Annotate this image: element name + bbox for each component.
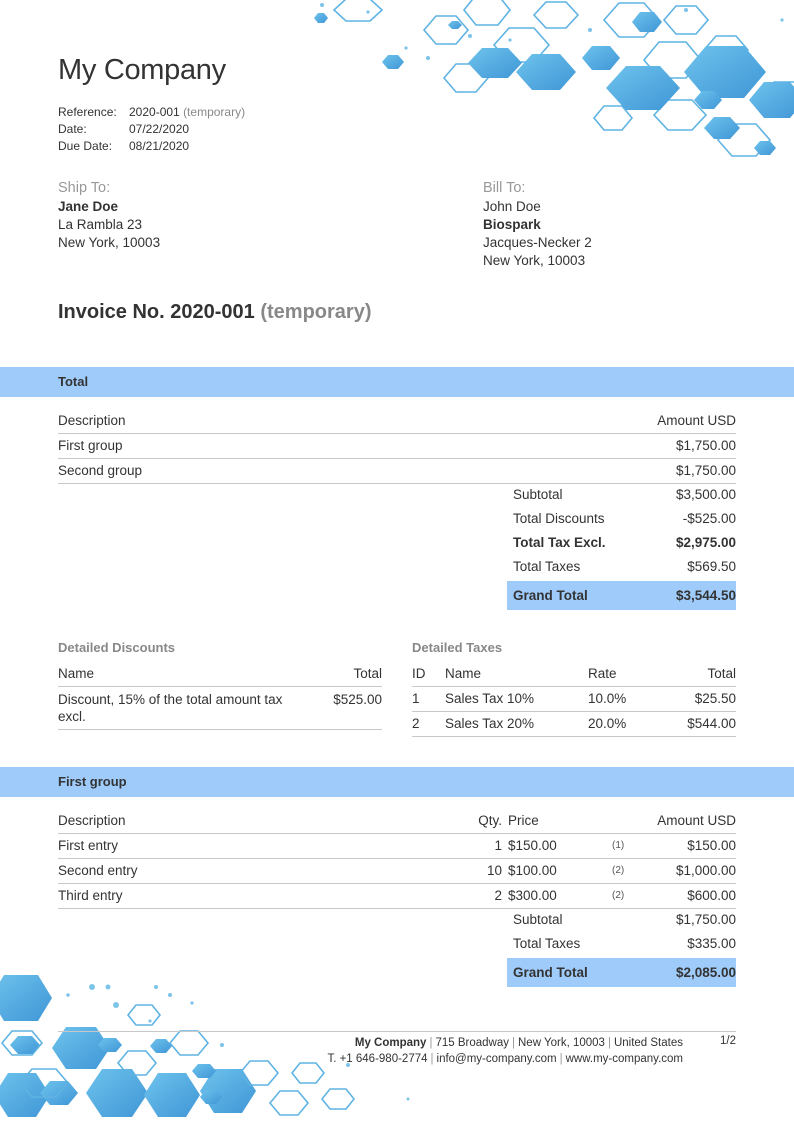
col-name: Name (445, 661, 588, 686)
col-tax-ref (612, 808, 636, 833)
ship-to-street: La Rambla 23 (58, 217, 143, 232)
entry-tax-ref: (2) (612, 883, 636, 908)
taxes-row (507, 932, 736, 956)
ship-to-address (58, 179, 160, 252)
detailed-discounts-title: Detailed Discounts (58, 640, 176, 655)
tax-excl-value: $2,975.00 (675, 535, 736, 550)
date-row (58, 121, 245, 138)
date-value: 07/22/2020 (129, 122, 190, 136)
ship-to-name: Jane Doe (58, 199, 119, 214)
discounts-table (58, 661, 382, 730)
due-date-label: Due Date: (58, 139, 113, 153)
first-group-band: First group (0, 767, 794, 797)
entry-amount: $150.00 (636, 833, 736, 858)
reference-row (58, 104, 245, 121)
invoice-meta (58, 104, 245, 155)
total-section-band: Total (0, 367, 794, 397)
hexagon-decoration-top (234, 0, 794, 170)
total-table (58, 408, 736, 484)
grand-total-value: $2,085.00 (675, 965, 736, 980)
tax-id: 1 (412, 686, 445, 711)
col-id: ID (412, 661, 445, 686)
entry-description: Third entry (58, 883, 453, 908)
entry-qty: 1 (453, 833, 502, 858)
entry-amount: $1,000.00 (636, 858, 736, 883)
first-group-summary (507, 908, 736, 987)
col-total: Total (308, 661, 382, 686)
col-amount: Amount USD (408, 408, 736, 433)
entry-price: $300.00 (502, 883, 612, 908)
entry-amount: $600.00 (636, 883, 736, 908)
bill-to-heading: Bill To: (483, 180, 526, 196)
row-amount: $1,750.00 (408, 433, 736, 458)
footer-contact (327, 1035, 683, 1067)
due-date-value: 08/21/2020 (129, 139, 190, 153)
footer-phone: T. +1 646-980-2774 (327, 1053, 428, 1065)
grand-total-row (507, 958, 736, 987)
table-header-row (412, 661, 736, 686)
ship-to-city: New York, 10003 (58, 235, 161, 250)
footer-country: United States (613, 1037, 683, 1049)
footer-city: New York, 10003 (518, 1037, 605, 1049)
table-row (58, 858, 736, 883)
discounts-value: -$525.00 (682, 511, 736, 526)
table-row (58, 686, 382, 729)
discount-name: Discount, 15% of the total amount tax excl. (58, 686, 308, 729)
discounts-row (507, 507, 736, 531)
table-header-row (58, 808, 736, 833)
subtotal-label: Subtotal (513, 912, 563, 927)
footer-address-line: My Company | 715 Broadway | New York, 10003 | United States (354, 1037, 683, 1049)
tax-excl-row (507, 531, 736, 555)
grand-total-label: Grand Total (513, 965, 588, 980)
tax-total: $544.00 (653, 711, 736, 736)
table-header-row (58, 408, 736, 433)
tax-id: 2 (412, 711, 445, 736)
table-row (412, 711, 736, 736)
taxes-value: $335.00 (687, 936, 736, 951)
footer-contact-line: T. +1 646-980-2774 | info@my-company.com | www.my-company.com (327, 1053, 683, 1065)
col-rate: Rate (588, 661, 653, 686)
tax-excl-label: Total Tax Excl. (513, 535, 606, 550)
subtotal-row (507, 483, 736, 507)
bill-to-street: Jacques-Necker 2 (483, 235, 592, 250)
subtotal-label: Subtotal (513, 487, 563, 502)
table-row (58, 833, 736, 858)
company-name: My Company (58, 54, 226, 86)
col-price: Price (502, 808, 612, 833)
col-description: Description (58, 808, 453, 833)
detailed-taxes-title: Detailed Taxes (412, 640, 503, 655)
grand-total-row (507, 581, 736, 610)
col-amount: Amount USD (636, 808, 736, 833)
footer-email[interactable]: info@my-company.com (436, 1053, 557, 1065)
due-date-row (58, 138, 245, 155)
bill-to-company: Biospark (483, 217, 541, 232)
table-row (58, 883, 736, 908)
first-group-table (58, 808, 736, 909)
ship-to-heading: Ship To: (58, 180, 111, 196)
entry-qty: 10 (453, 858, 502, 883)
taxes-table (412, 661, 736, 737)
footer-website[interactable]: www.my-company.com (565, 1053, 683, 1065)
subtotal-value: $1,750.00 (675, 912, 736, 927)
taxes-value: $569.50 (687, 559, 736, 574)
table-row (412, 686, 736, 711)
grand-total-value: $3,544.50 (675, 588, 736, 603)
table-header-row (58, 661, 382, 686)
subtotal-row (507, 908, 736, 932)
reference-note: (temporary) (183, 105, 246, 119)
row-amount: $1,750.00 (408, 458, 736, 483)
taxes-label: Total Taxes (513, 559, 581, 574)
reference-value: 2020-001 (129, 105, 180, 119)
entry-price: $100.00 (502, 858, 612, 883)
tax-name: Sales Tax 10% (445, 686, 588, 711)
footer-street: 715 Broadway (435, 1037, 509, 1049)
entry-tax-ref: (1) (612, 833, 636, 858)
row-description: First group (58, 433, 408, 458)
page-number: 1/2 (720, 1035, 736, 1047)
table-row (58, 433, 736, 458)
col-qty: Qty. (453, 808, 502, 833)
invoice-title (58, 301, 371, 324)
col-name: Name (58, 661, 308, 686)
col-total: Total (653, 661, 736, 686)
entry-description: First entry (58, 833, 453, 858)
tax-rate: 10.0% (588, 686, 653, 711)
total-summary (507, 483, 736, 610)
tax-name: Sales Tax 20% (445, 711, 588, 736)
col-description: Description (58, 408, 408, 433)
taxes-row (507, 555, 736, 579)
entry-price: $150.00 (502, 833, 612, 858)
date-label: Date: (58, 122, 87, 136)
grand-total-label: Grand Total (513, 588, 588, 603)
invoice-status-note: (temporary) (260, 301, 372, 323)
subtotal-value: $3,500.00 (675, 487, 736, 502)
tax-rate: 20.0% (588, 711, 653, 736)
page-footer (58, 1031, 736, 1065)
entry-qty: 2 (453, 883, 502, 908)
table-row (58, 458, 736, 483)
reference-label: Reference: (58, 105, 117, 119)
taxes-label: Total Taxes (513, 936, 581, 951)
entry-description: Second entry (58, 858, 453, 883)
bill-to-city: New York, 10003 (483, 253, 586, 268)
bill-to-address (483, 179, 592, 270)
row-description: Second group (58, 458, 408, 483)
entry-tax-ref: (2) (612, 858, 636, 883)
tax-total: $25.50 (653, 686, 736, 711)
discounts-label: Total Discounts (513, 511, 605, 526)
invoice-number: Invoice No. 2020-001 (58, 301, 255, 323)
bill-to-name: John Doe (483, 199, 541, 214)
footer-company: My Company (354, 1037, 427, 1049)
discount-total: $525.00 (308, 686, 382, 729)
